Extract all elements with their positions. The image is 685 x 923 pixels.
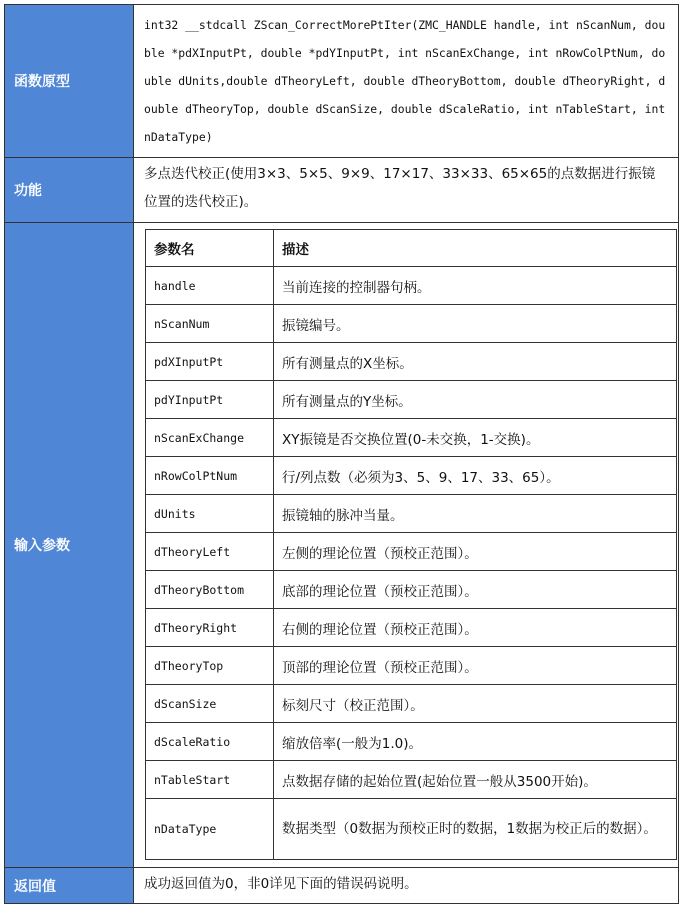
- param-name: pdXInputPt: [146, 343, 274, 381]
- param-row-ntablestart: [146, 761, 677, 799]
- function-text: 多点迭代校正(使用3×3、5×5、9×9、17×17、33×33、65×65的点数据进行振镜位置的迭代校正)。: [144, 166, 656, 210]
- params-table: [145, 229, 677, 860]
- prototype-label: 函数原型: [5, 5, 134, 158]
- param-row-dtheorybottom: [146, 571, 677, 609]
- param-desc: 行/列点数（必须为3、5、9、17、33、65）。: [274, 457, 677, 495]
- return-row: [5, 868, 679, 904]
- param-desc-header: 描述: [274, 230, 677, 267]
- param-name: handle: [146, 267, 274, 305]
- prototype-cell: [134, 5, 679, 158]
- params-header-row: [146, 230, 677, 267]
- param-name: nRowColPtNum: [146, 457, 274, 495]
- param-name: dTheoryLeft: [146, 533, 274, 571]
- param-name: dUnits: [146, 495, 274, 533]
- param-row-handle: [146, 267, 677, 305]
- param-row-dunits: [146, 495, 677, 533]
- param-row-dscaleratio: [146, 723, 677, 761]
- param-desc: 所有测量点的X坐标。: [274, 343, 677, 381]
- param-row-ndatatype: [146, 799, 677, 860]
- prototype-text: int32 __stdcall ZScan_CorrectMorePtIter(ZMC_HANDLE handle, int nScanNum, double *pdXInputPt, double *pdYInputPt, int nScanExChange, int nRowColPtNum, double dUnits,double dTheoryLeft, double dTheoryBottom, double dTheoryRight, double dTheoryTop, double dScanSize, double dScaleRatio, int nTableStart, int nDataType): [144, 18, 666, 144]
- param-row-nrowcolptnum: [146, 457, 677, 495]
- param-row-dtheorytop: [146, 647, 677, 685]
- function-label: 功能: [5, 158, 134, 223]
- param-desc: 顶部的理论位置（预校正范围）。: [274, 647, 677, 685]
- param-name: dScaleRatio: [146, 723, 274, 761]
- param-row-pdxinputpt: [146, 343, 677, 381]
- param-desc: XY振镜是否交换位置(0-未交换，1-交换)。: [274, 419, 677, 457]
- params-label: 输入参数: [5, 223, 134, 868]
- param-row-dtheoryleft: [146, 533, 677, 571]
- param-desc: 数据类型（0数据为预校正时的数据，1数据为校正后的数据）。: [274, 799, 677, 860]
- param-name: nDataType: [146, 799, 274, 860]
- param-desc: 所有测量点的Y坐标。: [274, 381, 677, 419]
- param-name: nScanExChange: [146, 419, 274, 457]
- param-name: dTheoryBottom: [146, 571, 274, 609]
- param-row-nscannum: [146, 305, 677, 343]
- param-desc: 缩放倍率(一般为1.0)。: [274, 723, 677, 761]
- function-cell: [134, 158, 679, 223]
- param-name-header: 参数名: [146, 230, 274, 267]
- param-desc: 点数据存储的起始位置(起始位置一般从3500开始)。: [274, 761, 677, 799]
- function-row: [5, 158, 679, 223]
- param-desc: 底部的理论位置（预校正范围）。: [274, 571, 677, 609]
- param-name: nTableStart: [146, 761, 274, 799]
- param-desc: 标刻尺寸（校正范围）。: [274, 685, 677, 723]
- params-cell: [134, 223, 679, 868]
- return-cell: [134, 868, 679, 904]
- param-row-nscanexchange: [146, 419, 677, 457]
- param-desc: 右侧的理论位置（预校正范围）。: [274, 609, 677, 647]
- param-desc: 左侧的理论位置（预校正范围）。: [274, 533, 677, 571]
- param-desc: 振镜编号。: [274, 305, 677, 343]
- param-name: dTheoryTop: [146, 647, 274, 685]
- return-label: 返回值: [5, 868, 134, 904]
- return-text: 成功返回值为0，非0详见下面的错误码说明。: [144, 876, 418, 892]
- param-row-pdyinputpt: [146, 381, 677, 419]
- prototype-row: [5, 5, 679, 158]
- params-row: [5, 223, 679, 868]
- param-name: pdYInputPt: [146, 381, 274, 419]
- param-name: nScanNum: [146, 305, 274, 343]
- api-doc-table: [4, 4, 679, 904]
- param-row-dscansize: [146, 685, 677, 723]
- param-name: dScanSize: [146, 685, 274, 723]
- param-desc: 振镜轴的脉冲当量。: [274, 495, 677, 533]
- param-desc: 当前连接的控制器句柄。: [274, 267, 677, 305]
- param-name: dTheoryRight: [146, 609, 274, 647]
- param-row-dtheoryright: [146, 609, 677, 647]
